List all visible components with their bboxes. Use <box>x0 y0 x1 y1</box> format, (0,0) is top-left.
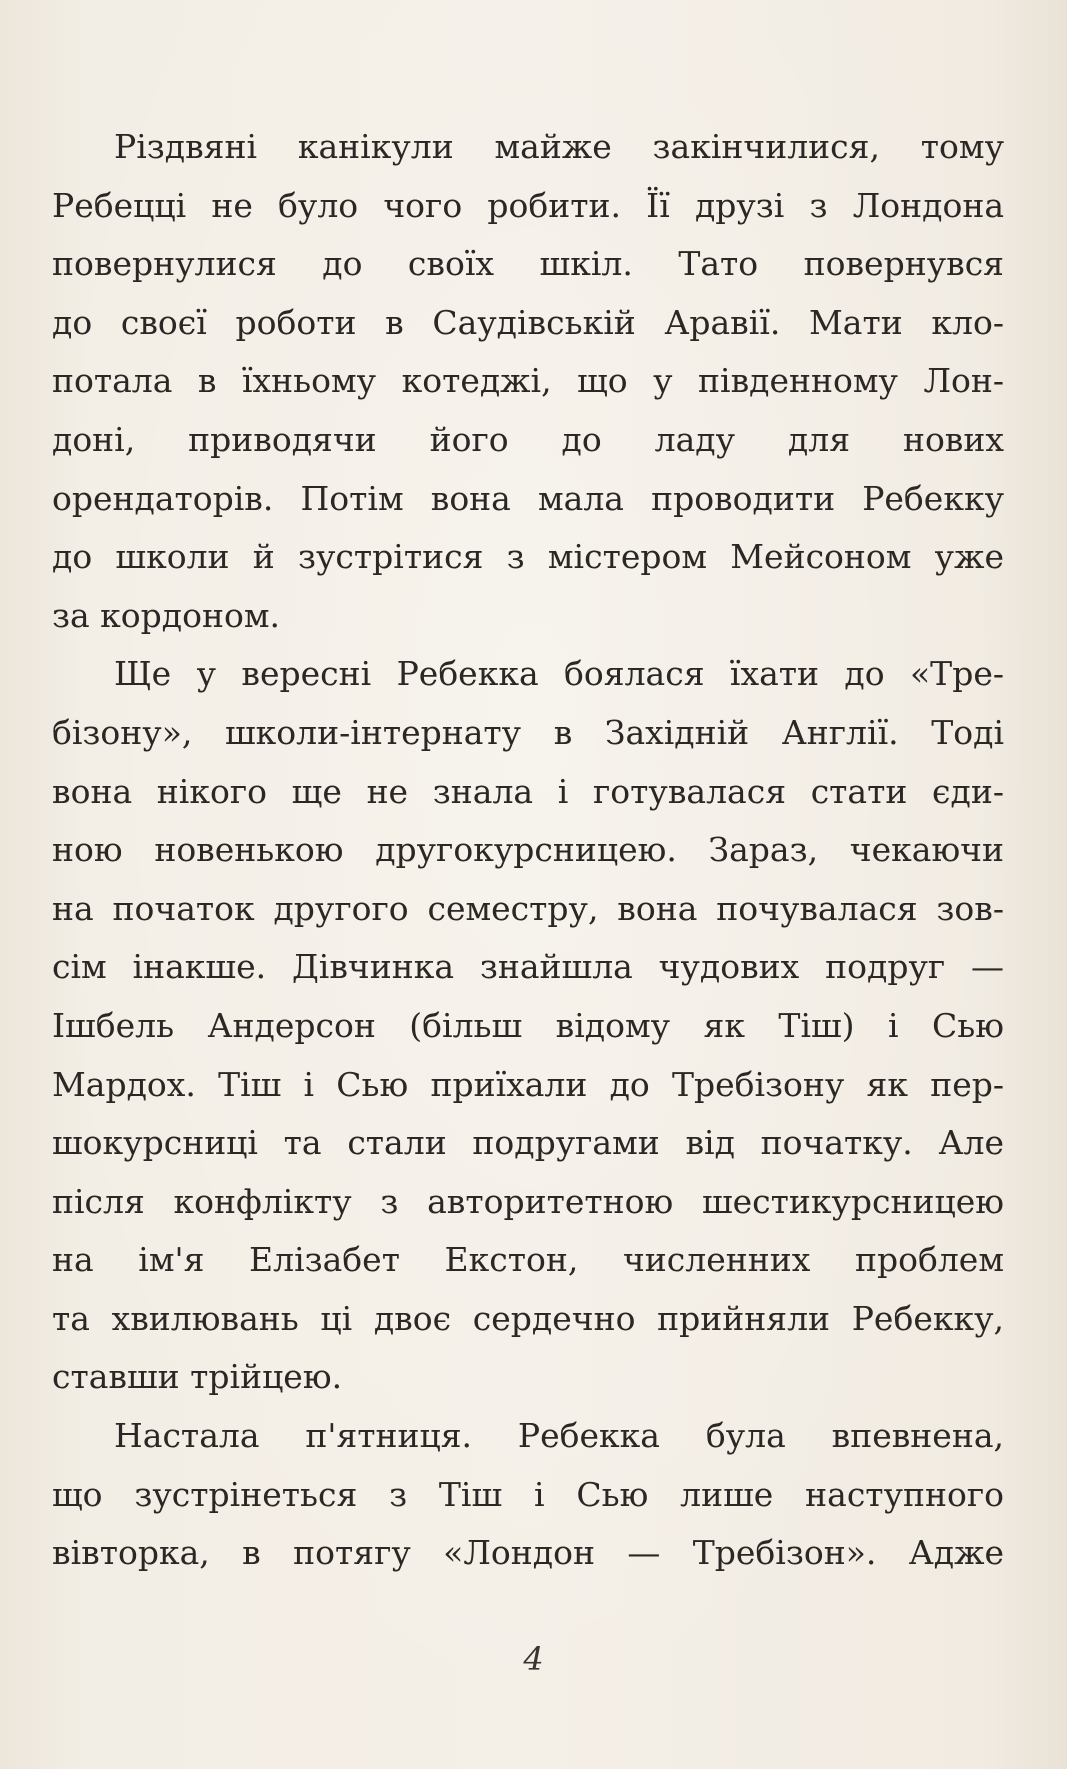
text-line: до школи й зустрітися з містером Мейсоном уже <box>52 537 1004 577</box>
text-line: потала в їхньому котеджі, що у південному Лон- <box>52 361 1004 401</box>
text-line: Ішбель Андерсон (більш відому як Тіш) і Сью <box>52 1005 1004 1045</box>
text-line: ставши трійцею. <box>52 1357 343 1397</box>
text-line: та хвилювань ці двоє сердечно прийняли Ребекку, <box>52 1298 1004 1338</box>
body-text <box>52 118 1004 1583</box>
text-line: Різдвяні канікули майже закінчилися, тому <box>114 127 1004 166</box>
paragraph-3 <box>52 1407 1004 1583</box>
text-line: повернулися до своїх шкіл. Тато повернувся <box>52 244 1004 284</box>
text-line: Ще у вересні Ребекка боялася їхати до «Тре- <box>114 654 1004 694</box>
text-line: орендаторів. Потім вона мала проводити Ребекку <box>52 478 1004 518</box>
text-line: до своєї роботи в Саудівській Аравії. Мати кло- <box>52 302 1004 342</box>
text-line: вівторка, в потягу «Лондон — Требізон». Адже <box>52 1533 1004 1573</box>
text-line: на ім'я Елізабет Екстон, численних проблем <box>52 1240 1004 1280</box>
text-line: ною новенькою другокурсницею. Зараз, чекаючи <box>52 830 1004 870</box>
text-line: Настала п'ятниця. Ребекка була впевнена, <box>114 1416 1004 1456</box>
text-line: сім інакше. Дівчинка знайшла чудових подруг — <box>52 947 1004 987</box>
text-line: бізону», школи-інтернату в Західній Англії. Тоді <box>52 712 1004 752</box>
text-line: Ребецці не було чого робити. Її друзі з Лондона <box>52 185 1004 225</box>
text-line: що зустрінеться з Тіш і Сью лише наступного <box>52 1474 1004 1514</box>
page-number: 4 <box>523 1640 544 1678</box>
text-line: Мардох. Тіш і Сью приїхали до Требізону як пер- <box>52 1064 1004 1104</box>
text-line: шокурсниці та стали подругами від початку. Але <box>52 1123 1004 1163</box>
text-line: вона нікого ще не знала і готувалася стати єди- <box>52 771 1004 811</box>
text-line: після конфлікту з авторитетною шестикурсницею <box>52 1181 1004 1221</box>
text-line: доні, приводячи його до ладу для нових <box>52 419 1004 459</box>
text-line: на початок другого семестру, вона почувалася зов- <box>52 888 1004 928</box>
paragraph-2 <box>52 645 1004 1407</box>
text-line: за кордоном. <box>52 595 280 635</box>
paragraph-1 <box>52 118 1004 645</box>
